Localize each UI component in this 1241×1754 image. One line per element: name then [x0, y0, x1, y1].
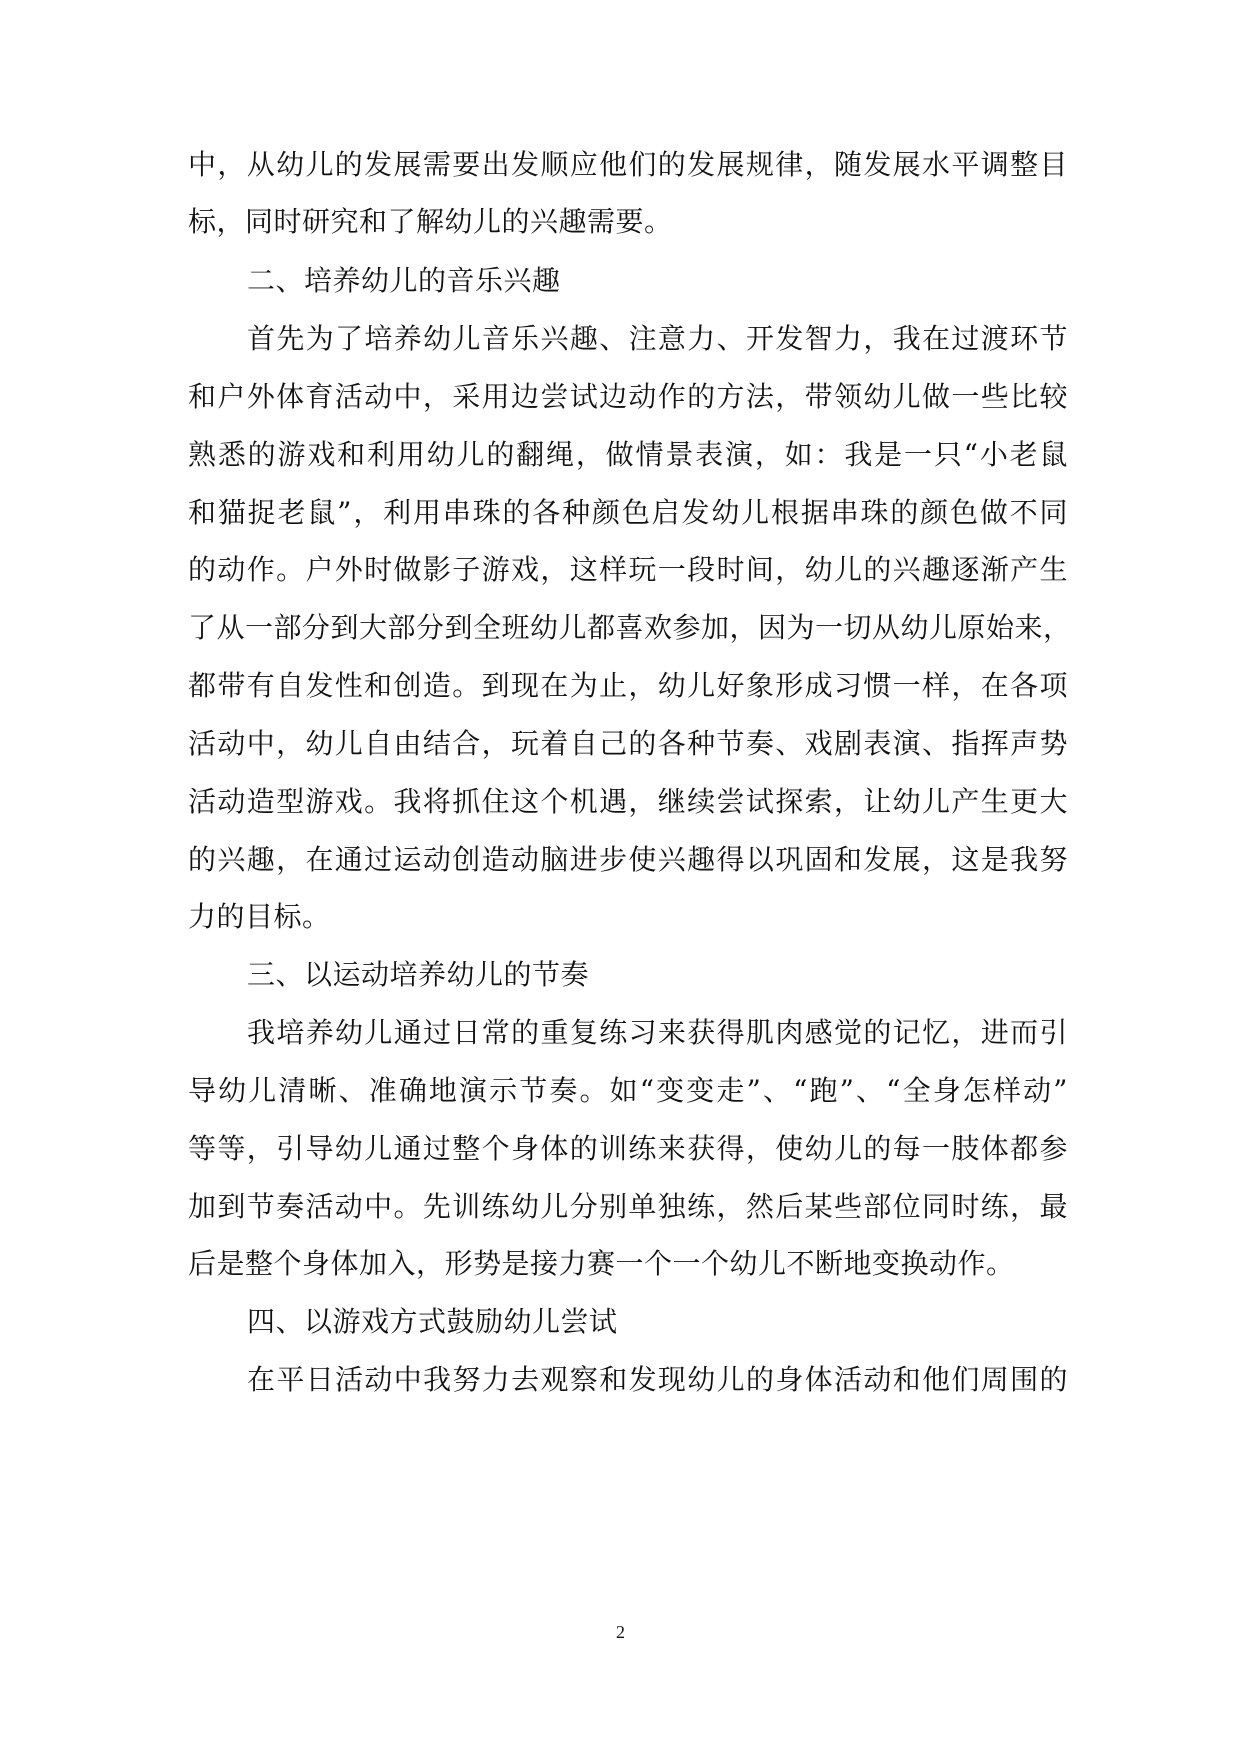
body-line: 后是整个身体加入，形势是接力赛一个一个幼儿不断地变换动作。: [188, 1247, 1015, 1280]
section-heading: 二、培养幼儿的音乐兴趣: [247, 264, 561, 297]
body-line: 标，同时研究和了解幼儿的兴趣需要。: [188, 205, 673, 238]
body-line: 加到节奏活动中。先训练幼儿分别单独练，然后某些部位同时练，最: [188, 1190, 1068, 1223]
page-number: 2: [616, 1622, 625, 1642]
body-line: 的动作。户外时做影子游戏，这样玩一段时间，幼儿的兴趣逐渐产生: [188, 553, 1068, 586]
body-line: 在平日活动中我努力去观察和发现幼儿的身体活动和他们周围的: [247, 1363, 1068, 1396]
body-line: 的兴趣，在通过运动创造动脑进步使兴趣得以巩固和发展，这是我努: [188, 843, 1068, 876]
body-line: 等等，引导幼儿通过整个身体的训练来获得，使幼儿的每一肢体都参: [188, 1132, 1068, 1165]
body-line: 首先为了培养幼儿音乐兴趣、注意力、开发智力，我在过渡环节: [247, 322, 1068, 355]
body-line: 都带有自发性和创造。到现在为止，幼儿好象形成习惯一样，在各项: [188, 669, 1068, 702]
body-line: 和户外体育活动中，采用边尝试边动作的方法，带领幼儿做一些比较: [188, 380, 1068, 413]
body-line: 和猫捉老鼠”，利用串珠的各种颜色启发幼儿根据串珠的颜色做不同: [188, 496, 1068, 529]
section-heading: 四、以游戏方式鼓励幼儿尝试: [247, 1305, 618, 1338]
body-line: 了从一部分到大部分到全班幼儿都喜欢参加，因为一切从幼儿原始来，: [188, 611, 1072, 644]
body-line: 力的目标。: [188, 900, 331, 933]
body-line: 中，从幼儿的发展需要出发顺应他们的发展规律，随发展水平调整目: [188, 148, 1068, 181]
body-line: 熟悉的游戏和利用幼儿的翻绳，做情景表演，如：我是一只“小老鼠: [188, 438, 1068, 471]
body-line: 我培养幼儿通过日常的重复练习来获得肌肉感觉的记忆，进而引: [247, 1016, 1068, 1049]
section-heading: 三、以运动培养幼儿的节奏: [247, 958, 590, 991]
body-line: 导幼儿清晰、准确地演示节奏。如“变变走”、“跑”、“全身怎样动”: [188, 1074, 1068, 1107]
body-line: 活动中，幼儿自由结合，玩着自己的各种节奏、戏剧表演、指挥声势: [188, 727, 1068, 760]
body-line: 活动造型游戏。我将抓住这个机遇，继续尝试探索，让幼儿产生更大: [188, 785, 1068, 818]
